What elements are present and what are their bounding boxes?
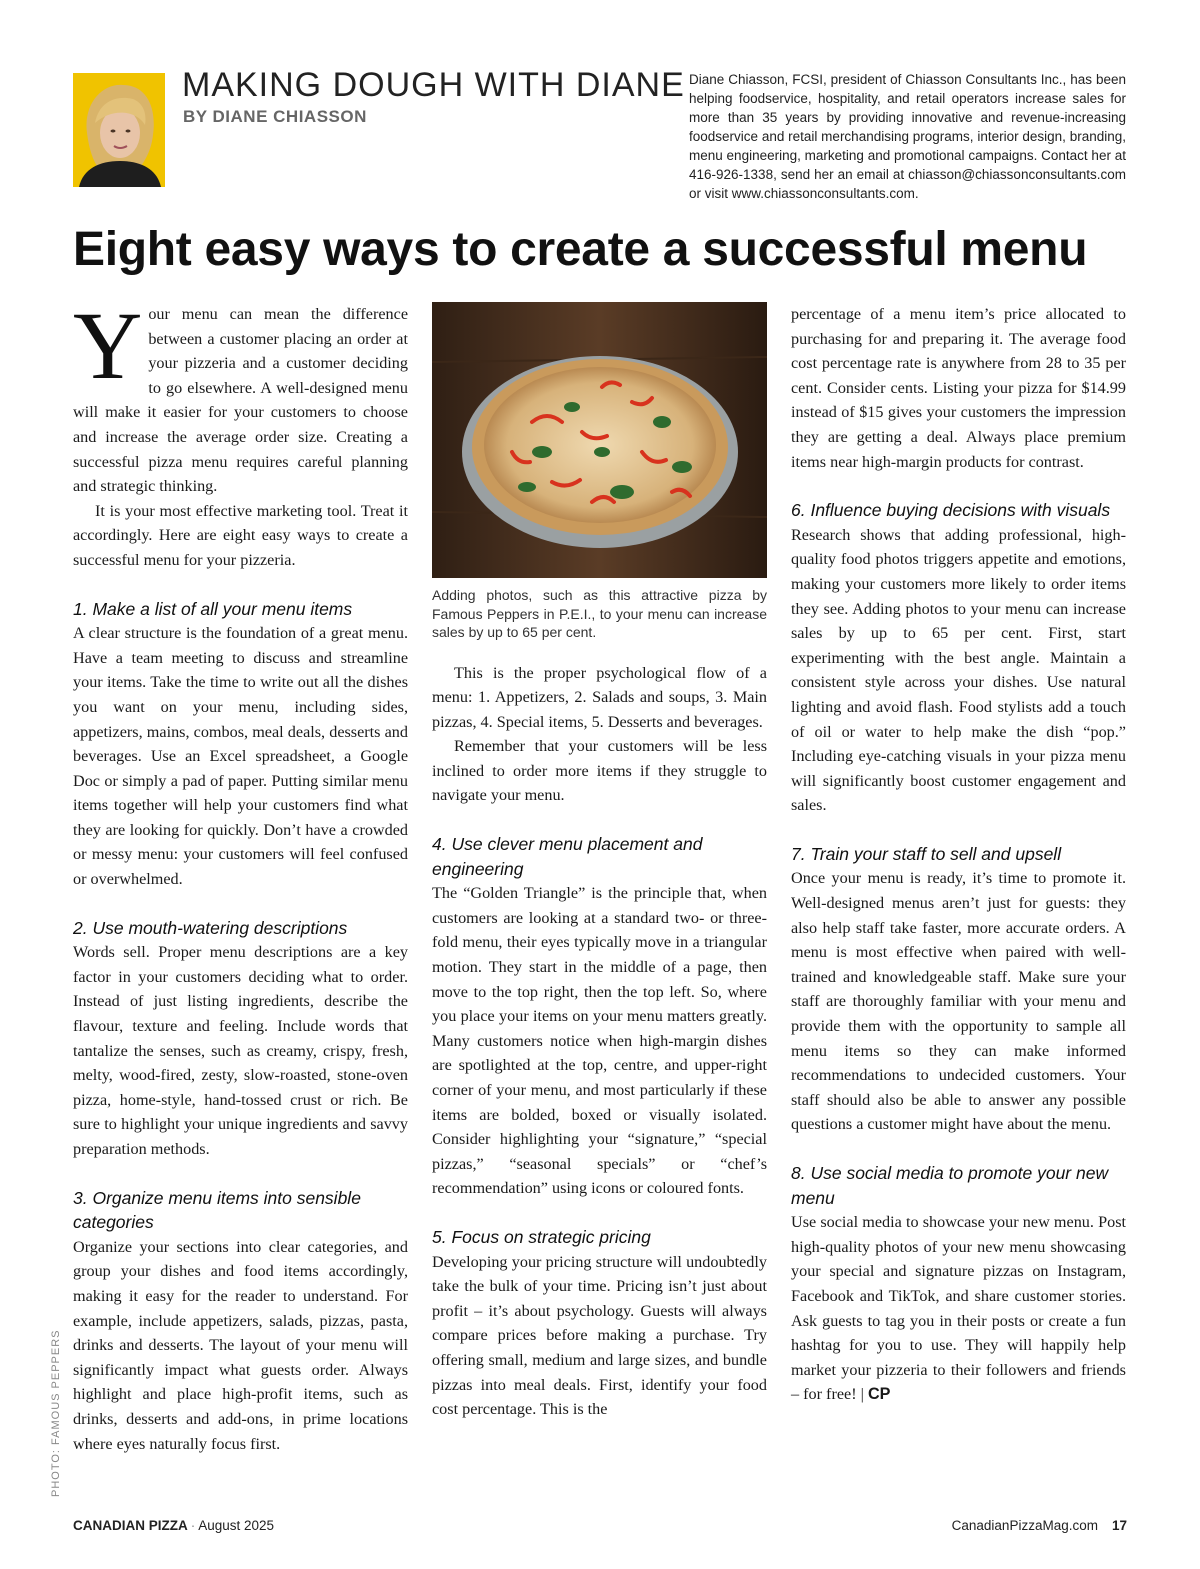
section-2-body: Words sell. Proper menu descriptions are a key factor in your customers deciding what to order. Instead of just listing ingredients, describe the flavour, texture and feeling. Include words that tantalize the senses, such as creamy, crispy, fresh, melty, wood-fired, zesty, slow-roasted, stone-oven pizza, home-style, hand-tossed crust or rich. Be sure to highlight your unique ingredients and savvy preparation methods. bbox=[73, 943, 408, 1158]
section-6-heading: 6. Influence buying decisions with visuals bbox=[791, 500, 1111, 521]
photo-credit: PHOTO: FAMOUS PEPPERS bbox=[50, 1329, 62, 1497]
column-1 bbox=[73, 292, 408, 1456]
footer-magazine: CANADIAN PIZZA bbox=[73, 1518, 188, 1533]
section-3-reminder: Remember that your customers will be less inclined to order more items if they struggle to navigate your menu. bbox=[432, 737, 767, 805]
pizza-photo bbox=[432, 302, 767, 578]
byline: BY DIANE CHIASSON bbox=[183, 107, 367, 126]
column-2 bbox=[432, 302, 767, 1422]
section-4-heading: 4. Use clever menu placement and engineering bbox=[432, 834, 703, 879]
footer-website: CanadianPizzaMag.com bbox=[951, 1518, 1098, 1533]
intro-paragraph bbox=[73, 292, 408, 499]
section-5-body: Developing your pricing structure will undoubtedly take the bulk of your time. Pricing isn’t just about profit – it’s about psychology. Guests will always compare prices before making a purchase. Try offering small, medium and large sizes, and bundle pizzas into meal deals. First, identify your food cost percentage. This is the bbox=[432, 1252, 767, 1419]
author-photo bbox=[73, 73, 165, 187]
section-5-body-continued: percentage of a menu item’s price allocated to purchasing for and preparing it. The average food cost percentage rate is anywhere from 28 to 35 per cent. Consider cents. Listing your pizza for $14.99 instead of $15 gives your customers the impression they are getting a deal. Always place premium items near high-margin products for contrast. bbox=[791, 305, 1126, 471]
column-3 bbox=[791, 302, 1126, 1407]
intro-text: our menu can mean the difference between a customer placing an order at your pizzeria and a customer deciding to go elsewhere. A well-designed menu will make it easier for your customers to choose and increase the average order size. Creating a successful pizza menu requires careful planning and strategic thinking. bbox=[73, 305, 408, 496]
footer-right bbox=[952, 1518, 1127, 1533]
intro-paragraph-2: It is your most effective marketing tool. Treat it accordingly. Here are eight easy ways to create a successful menu for your pizzeria. bbox=[73, 501, 408, 569]
section-7-heading: 7. Train your staff to sell and upsell bbox=[791, 843, 1062, 864]
section-6-body: Research shows that adding professional, high-quality food photos triggers appetite and emotions, making your customers more likely to order items they see. Adding photos to your menu can increase sales by up to 65 per cent. First, start experimenting with the best angle. Maintain a consistent style across your dishes. Use natural lighting and avoid flash. Food stylists add a touch of oil or water to help make the dish “pop.” Including eye-catching visuals in your pizza menu will significantly boost customer engagement and sales. bbox=[791, 525, 1126, 815]
section-8-heading: 8. Use social media to promote your new menu bbox=[791, 1163, 1109, 1208]
section-8-text: Use social media to showcase your new menu. Post high-quality photos of your new menu showcasing your special and signature pizzas on Instagram, Facebook and TikTok, and share customer stories. Ask guests to tag you in their posts or create a fun hashtag for you to use. They will happily help market your pizzeria to their followers and friends – for free! bbox=[791, 1213, 1126, 1404]
footer-issue: August 2025 bbox=[198, 1518, 275, 1533]
page-number: 17 bbox=[1111, 1518, 1127, 1533]
section-3-flow: This is the proper psychological flow of a menu: 1. Appetizers, 2. Salads and soups, 3. Main pizzas, 4. Special items, 5. Desserts and beverages. bbox=[432, 663, 767, 731]
section-4-body: The “Golden Triangle” is the principle that, when customers are looking at a standard two- or three-fold menu, their eyes typically move in a triangular motion. They start in the middle of a page, then move to the top right, then the top left. So, where you place your items on your menu matters greatly. Many customers notice when high-margin dishes are spotlighted at the top, centre, and upper-right corner of your menu, and most particularly if these items are bolded, boxed or visually isolated. Consider highlighting your “signature,” “special pizzas,” “seasonal specials” or “chef’s recommendation” using icons or coloured fonts. bbox=[432, 884, 767, 1198]
section-2-heading: 2. Use mouth-watering descriptions bbox=[73, 917, 348, 938]
section-3-body: Organize your sections into clear categories, and group your dishes and food items accordingly, making it easy for the reader to understand. For example, include appetizers, salads, pizzas, pasta, drinks and desserts. The layout of your menu will significantly impact what guests order. Always highlight and place high-profit items, such as drinks, desserts and add-ons, in prime locations where eyes naturally focus first. bbox=[73, 1237, 408, 1453]
headline: Eight easy ways to create a successful menu bbox=[73, 223, 1088, 276]
footer-left bbox=[73, 1518, 274, 1533]
footer-separator: · bbox=[190, 1518, 196, 1533]
photo-caption: Adding photos, such as this attractive pizza by Famous Peppers in P.E.I., to your menu can increase sales by up to 65 per cent. bbox=[432, 587, 767, 640]
section-8-body bbox=[791, 1210, 1126, 1407]
section-1-body: A clear structure is the foundation of a great menu. Have a team meeting to discuss and streamline your items. Take the time to write out all the dishes you want on your menu, including sides, appetizers, mains, combos, meal deals, desserts and beverages. Use an Excel spreadsheet, a Google Doc or simply a pad of paper. Putting similar menu items together will help your customers find what they are looking for quickly. Don’t have a crowded or messy menu: your customers will feel confused or overwhelmed. bbox=[73, 624, 408, 889]
end-mark: CP bbox=[867, 1385, 891, 1404]
author-bio: Diane Chiasson, FCSI, president of Chiasson Consultants Inc., has been helping foodservice, hospitality, and retail operators increase sales for more than 35 years by providing innovative and revenue-increasing foodservice and retail merchandising programs, interior design, branding, menu engineering, marketing and promotional campaigns. Contact her at 416-926-1338, send her an email at chiasson@chiassonconsultants.com or visit www.chiassonconsultants.com. bbox=[689, 72, 1126, 201]
section-3-heading: 3. Organize menu items into sensible categories bbox=[73, 1187, 361, 1233]
section-7-body: Once your menu is ready, it’s time to promote it. Well-designed menus aren’t just for guests: they also help staff take faster, more accurate orders. A menu is most effective when paired with well-trained and knowledgeable staff. Make sure your staff are thoroughly familiar with your menu and provide them with the opportunity to sample all menu items so they can make informed recommendations to undecided customers. Your staff should also be able to answer any possible questions a customer might have about the menu. bbox=[791, 869, 1126, 1134]
drop-cap: Y bbox=[73, 292, 143, 399]
column-title: MAKING DOUGH WITH DIANE bbox=[182, 66, 685, 104]
end-separator: | bbox=[856, 1385, 868, 1404]
section-5-heading: 5. Focus on strategic pricing bbox=[432, 1226, 651, 1247]
section-1-heading: 1. Make a list of all your menu items bbox=[73, 598, 353, 619]
